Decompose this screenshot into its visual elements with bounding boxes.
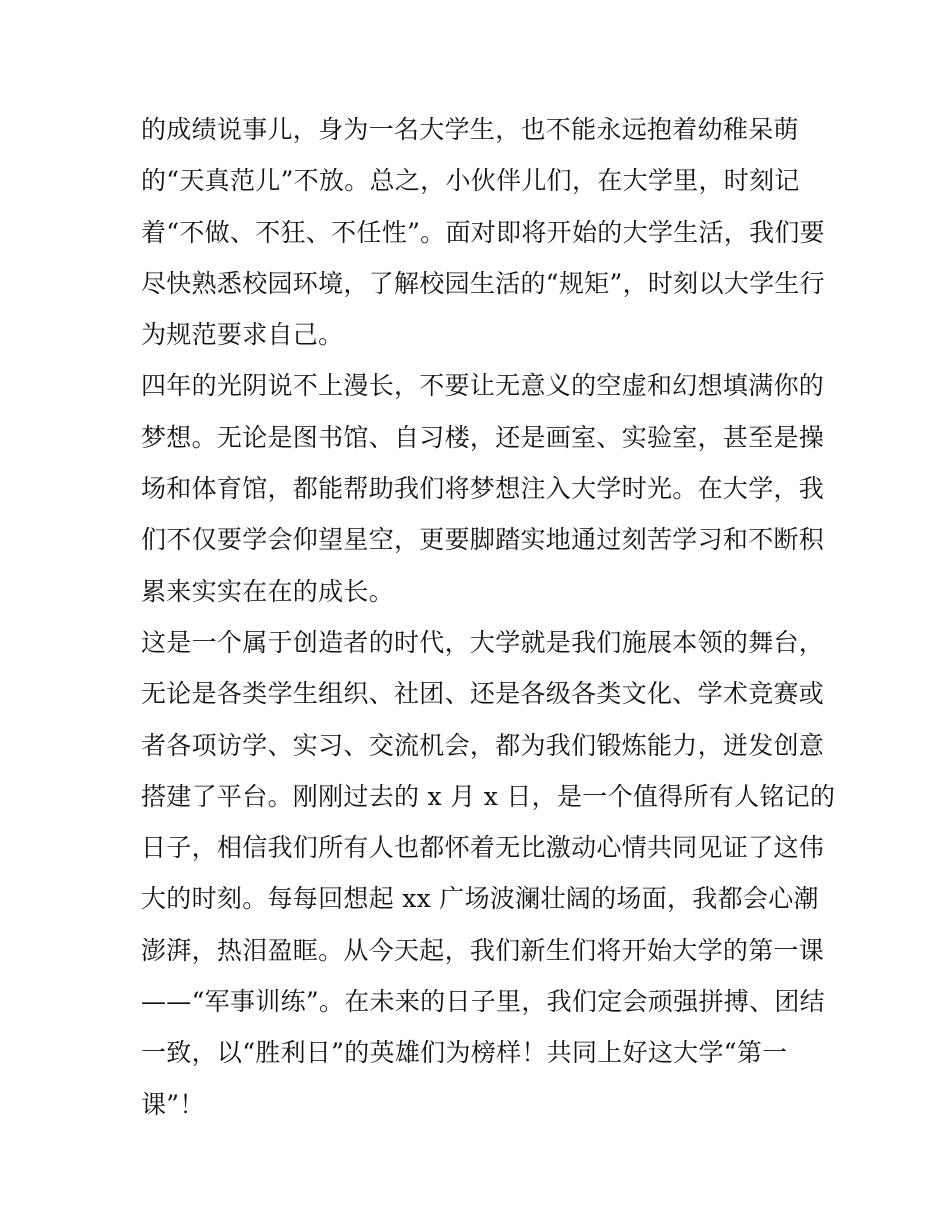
text-line: 为规范要求自己。 xyxy=(141,320,344,350)
text-line: 大的时刻。每每回想起 xx 广场波澜壮阔的场面，我都会心潮 xyxy=(141,884,819,914)
text-line: ——“军事训练”。在未来的日子里，我们定会顽强拼搏、团结 xyxy=(141,987,825,1017)
body-text xyxy=(141,104,836,1130)
text-line: 的“天真范儿”不放。总之，小伙伴儿们，在大学里，时刻记 xyxy=(141,166,800,196)
text-line: 尽快熟悉校园环境，了解校园生活的“规矩”，时刻以大学生行 xyxy=(141,268,825,298)
text-line: 无论是各类学生组织、社团、还是各级各类文化、学术竞赛或 xyxy=(141,679,825,709)
text-line: 这是一个属于创造者的时代，大学就是我们施展本领的舞台， xyxy=(141,627,825,657)
text-line: 搭建了平台。刚刚过去的 x 月 x 日，是一个值得所有人铭记的 xyxy=(141,781,836,811)
text-line: 累来实实在在的成长。 xyxy=(141,576,395,606)
text-line: 四年的光阴说不上漫长，不要让无意义的空虚和幻想填满你的 xyxy=(141,371,825,401)
text-line: 的成绩说事儿，身为一名大学生，也不能永远抱着幼稚呆萌 xyxy=(141,115,799,144)
text-line: 着“不做、不狂、不任性”。面对即将开始的大学生活，我们要 xyxy=(141,217,825,247)
text-line: 一致，以“胜利日”的英雄们为榜样！共同上好这大学“第一 xyxy=(141,1038,788,1068)
text-line: 课”！ xyxy=(141,1089,205,1119)
text-line: 者各项访学、实习、交流机会，都为我们锻炼能力，迸发创意 xyxy=(141,730,825,760)
text-line: 们不仅要学会仰望星空，更要脚踏实地通过刻苦学习和不断积 xyxy=(141,525,825,555)
text-line: 场和体育馆，都能帮助我们将梦想注入大学时光。在大学，我 xyxy=(141,474,825,504)
text-line: 梦想。无论是图书馆、自习楼，还是画室、实验室，甚至是操 xyxy=(141,422,825,452)
text-line: 日子，相信我们所有人也都怀着无比激动心情共同见证了这伟 xyxy=(141,833,825,863)
text-line: 澎湃，热泪盈眶。从今天起，我们新生们将开始大学的第一课 xyxy=(141,935,825,965)
